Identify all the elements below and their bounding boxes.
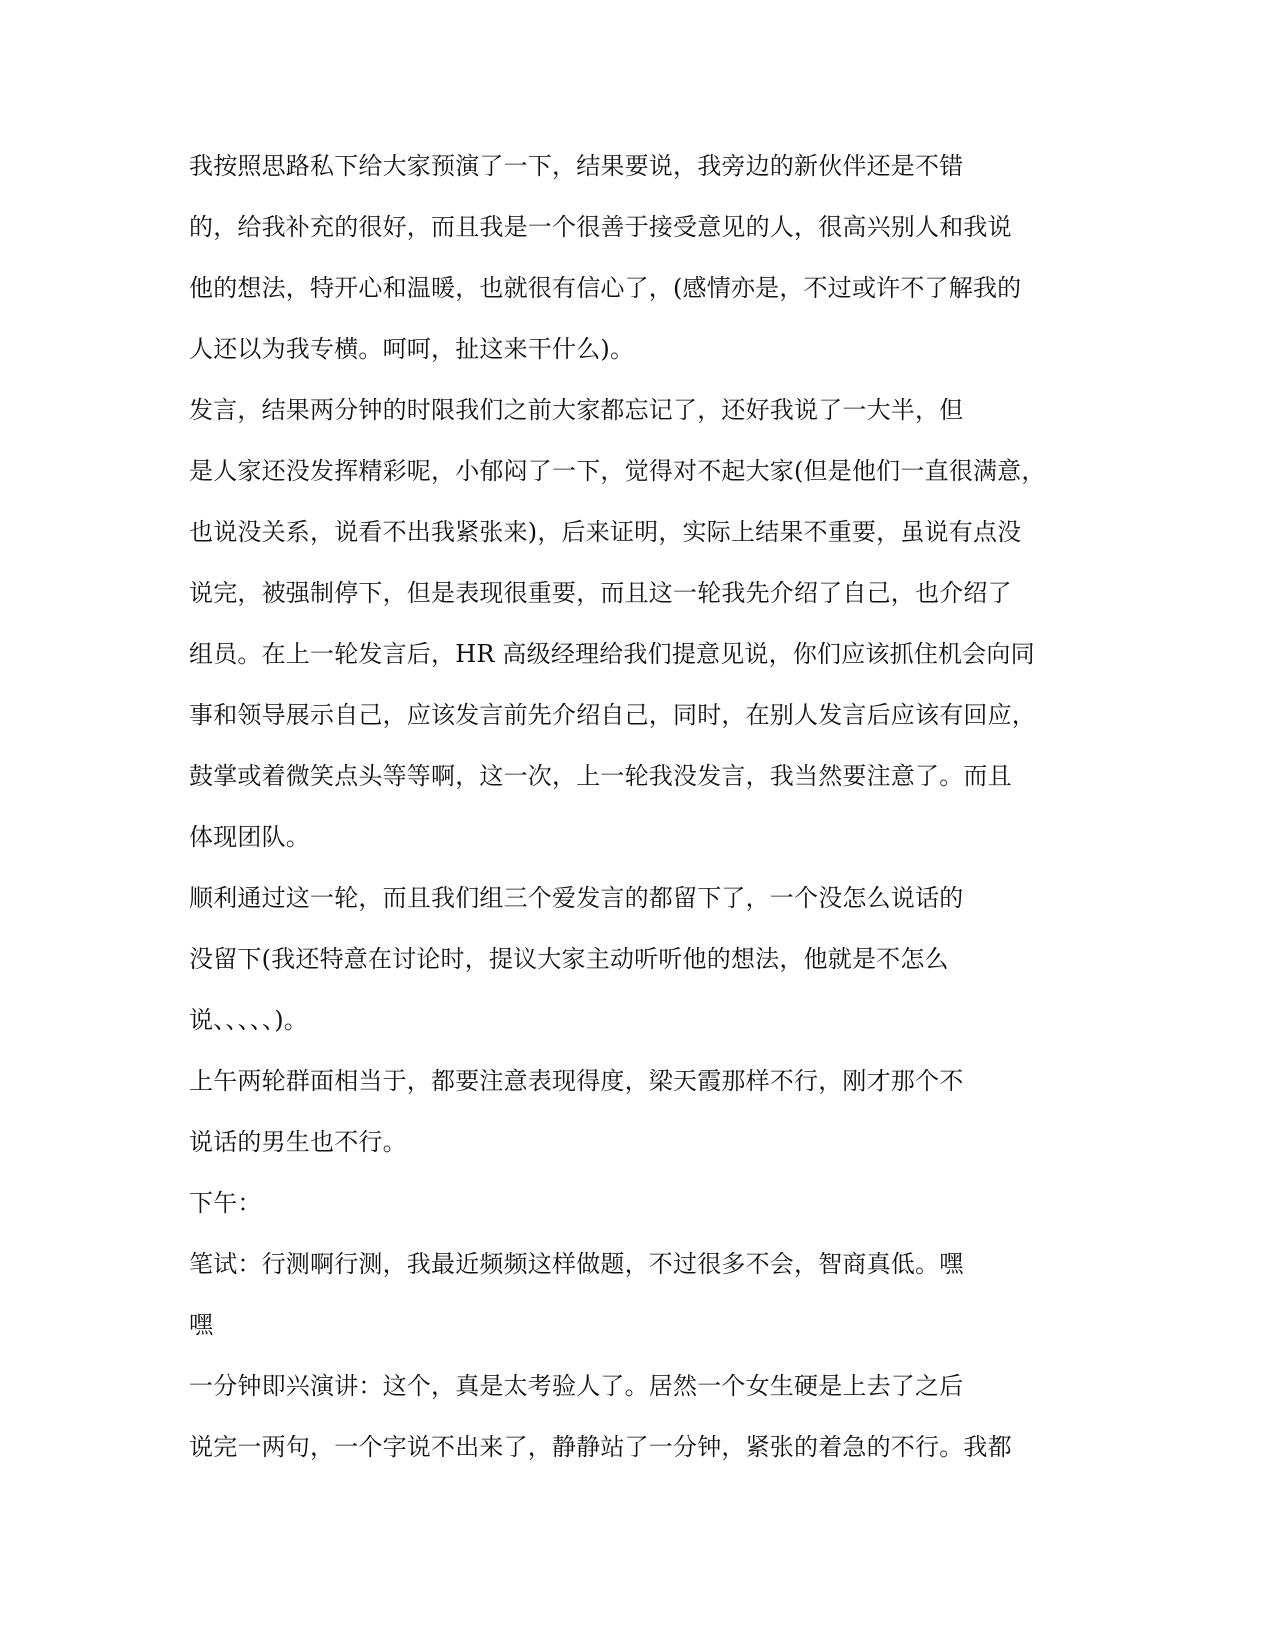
text-line: 我按照思路私下给大家预演了一下，结果要说，我旁边的新伙伴还是不错: [189, 152, 964, 180]
text-line: 组员。在上一轮发言后，HR 高级经理给我们提意见说，你们应该抓住机会向同: [189, 640, 1035, 668]
body-text: [189, 136, 1089, 1478]
text-line: 顺利通过这一轮，而且我们组三个爱发言的都留下了，一个没怎么说话的: [189, 884, 964, 912]
text-line: 人还以为我专横。呵呵，扯这来干什么)。: [189, 335, 635, 363]
text-line: 说话的男生也不行。: [189, 1128, 407, 1156]
text-line: 说完一两句，一个字说不出来了，静静站了一分钟，紧张的着急的不行。我都: [189, 1433, 1012, 1461]
text-line: 说、、、、、)。: [189, 1006, 308, 1034]
text-line: 的，给我补充的很好，而且我是一个很善于接受意见的人，很高兴别人和我说: [189, 213, 1012, 241]
text-line: 没留下(我还特意在讨论时，提议大家主动听听他的想法，他就是不怎么: [189, 945, 949, 973]
text-line: 发言，结果两分钟的时限我们之前大家都忘记了，还好我说了一大半，但: [189, 396, 964, 424]
text-line: 他的想法，特开心和温暖，也就很有信心了，(感情亦是，不过或许不了解我的: [189, 274, 1022, 302]
text-line: 也说没关系，说看不出我紧张来)，后来证明，实际上结果不重要，虽说有点没: [189, 518, 1022, 546]
text-line: 事和领导展示自己，应该发言前先介绍自己，同时，在别人发言后应该有回应，: [189, 701, 1036, 729]
text-line: 上午两轮群面相当于，都要注意表现得度，梁天霞那样不行，刚才那个不: [189, 1067, 964, 1095]
text-line: 鼓掌或着微笑点头等等啊，这一次，上一轮我没发言，我当然要注意了。而且: [189, 762, 1012, 790]
text-line: 下午：: [189, 1189, 262, 1217]
text-line: 体现团队。: [189, 823, 310, 851]
text-line: 笔试：行测啊行测，我最近频频这样做题，不过很多不会，智商真低。嘿: [189, 1250, 964, 1278]
text-line: 嘿: [189, 1311, 214, 1339]
text-line: 一分钟即兴演讲：这个，真是太考验人了。居然一个女生硬是上去了之后: [189, 1372, 964, 1400]
text-line: 说完，被强制停下，但是表现很重要，而且这一轮我先介绍了自己，也介绍了: [189, 579, 1012, 607]
text-line: 是人家还没发挥精彩呢，小郁闷了一下，觉得对不起大家(但是他们一直很满意，: [189, 457, 1046, 485]
